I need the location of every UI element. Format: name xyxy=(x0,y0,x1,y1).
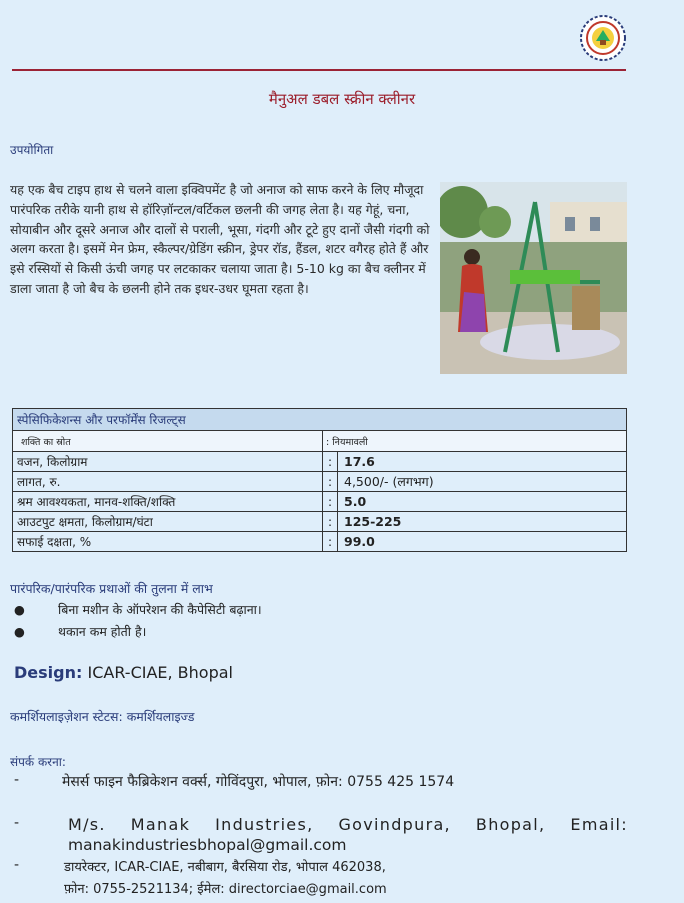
contact-dash: - xyxy=(14,815,20,831)
benefit-text: बिना मशीन के ऑपरेशन की कैपेसिटी बढ़ाना। xyxy=(57,602,262,617)
design-credit xyxy=(14,663,233,682)
contact-dash: - xyxy=(14,857,20,873)
spec-label: आउटपुट क्षमता, किलोग्राम/घंटा xyxy=(13,512,323,532)
spec-label: वजन, किलोग्राम xyxy=(13,452,323,472)
spec-sep: : xyxy=(323,472,338,492)
table-row xyxy=(13,512,627,532)
spec-value: 125-225 xyxy=(338,512,627,532)
bullet-icon: ● xyxy=(14,624,25,639)
cleaner-photo xyxy=(440,182,627,374)
benefits-heading: पारंपरिक/पारंपरिक प्रथाओं की तुलना में लाभ xyxy=(10,581,213,596)
contact-line-2: M/s. Manak Industries, Govindpura, Bhopal, Email: xyxy=(68,815,628,834)
spec-heading: स्पेसिफिकेशन्स और परफॉर्मेंस रिजल्ट्स xyxy=(13,409,627,431)
page-title: मैनुअल डबल स्क्रीन क्लीनर xyxy=(268,90,416,108)
table-row xyxy=(13,532,627,552)
commercial-status: कमर्शियलाइज़ेशन स्टेटस: कमर्शियलाइज्ड xyxy=(10,709,195,724)
spec-label: श्रम आवश्यकता, मानव-शक्ति/शक्ति xyxy=(13,492,323,512)
list-item xyxy=(14,623,146,640)
spec-label: सफाई दक्षता, % xyxy=(13,532,323,552)
list-item xyxy=(14,601,262,618)
spec-value: 17.6 xyxy=(338,452,627,472)
contact-heading: संपर्क करना: xyxy=(10,755,66,769)
spec-sep: : xyxy=(323,512,338,532)
spec-sep: : xyxy=(323,532,338,552)
contact-dash: - xyxy=(14,772,20,788)
spec-value: 5.0 xyxy=(338,492,627,512)
utility-paragraph: यह एक बैच टाइप हाथ से चलने वाला इक्विपमेंट है जो अनाज को साफ करने के लिए मौजूदा पारंपरिक तरीके यानी हाथ से हॉरिज़ॉन्टल/वर्टिकल छलनी की जगह लेता है। यह गेहूं, चना, सोयाबीन और दूसरे अनाज और दालों से पराली, भूसा, गंदगी और टूटे हुए दानों जैसी गंदगी को अलग करता है। इसमें मेन फ्रेम, स्कैल्पर/ग्रेडिंग स्क्रीन, ड्रेपर रॉड, हैंडल, शटर वगैरह होते हैं और इसे रस्सियों से किसी ऊंची जगह पर लटकाकर चलाया जाता है। 5-10 kg का बैच क्लीनर में डाला जाता है जो बैच के छलनी होने तक इधर-उधर घूमता रहता है। xyxy=(10,182,430,296)
contact-email-manak[interactable]: manakindustriesbhopal@gmail.com xyxy=(68,836,347,854)
spec-sep: : xyxy=(323,492,338,512)
utility-heading: उपयोगिता xyxy=(10,143,54,157)
contact-line-3-phone-email: फ़ोन: 0755-2521134; ईमेल: directorciae@gmail.com xyxy=(64,882,387,897)
spec-table xyxy=(12,408,627,552)
spec-value: 99.0 xyxy=(338,532,627,552)
table-row xyxy=(13,472,627,492)
spec-value: 4,500/- (लगभग) xyxy=(338,472,627,492)
icar-logo xyxy=(579,14,627,62)
spec-sep: : xyxy=(323,452,338,472)
design-label: Design: xyxy=(14,663,83,682)
contact-line-1: मेसर्स फाइन फैब्रिकेशन वर्क्स, गोविंदपुरा, भोपाल, फ़ोन: 0755 425 1574 xyxy=(62,774,455,790)
table-row xyxy=(13,452,627,472)
header-rule xyxy=(12,69,626,71)
table-row xyxy=(13,492,627,512)
contact-line-3: डायरेक्टर, ICAR-CIAE, नबीबाग, बैरसिया रोड, भोपाल 462038, xyxy=(64,860,386,875)
power-source-label: शक्ति का स्रोत xyxy=(13,431,323,452)
spec-label: लागत, रु. xyxy=(13,472,323,492)
benefit-text: थकान कम होती है। xyxy=(57,624,147,639)
power-source-value: : नियमावली xyxy=(323,431,627,452)
design-value: ICAR-CIAE, Bhopal xyxy=(87,663,233,682)
bullet-icon: ● xyxy=(14,602,25,617)
